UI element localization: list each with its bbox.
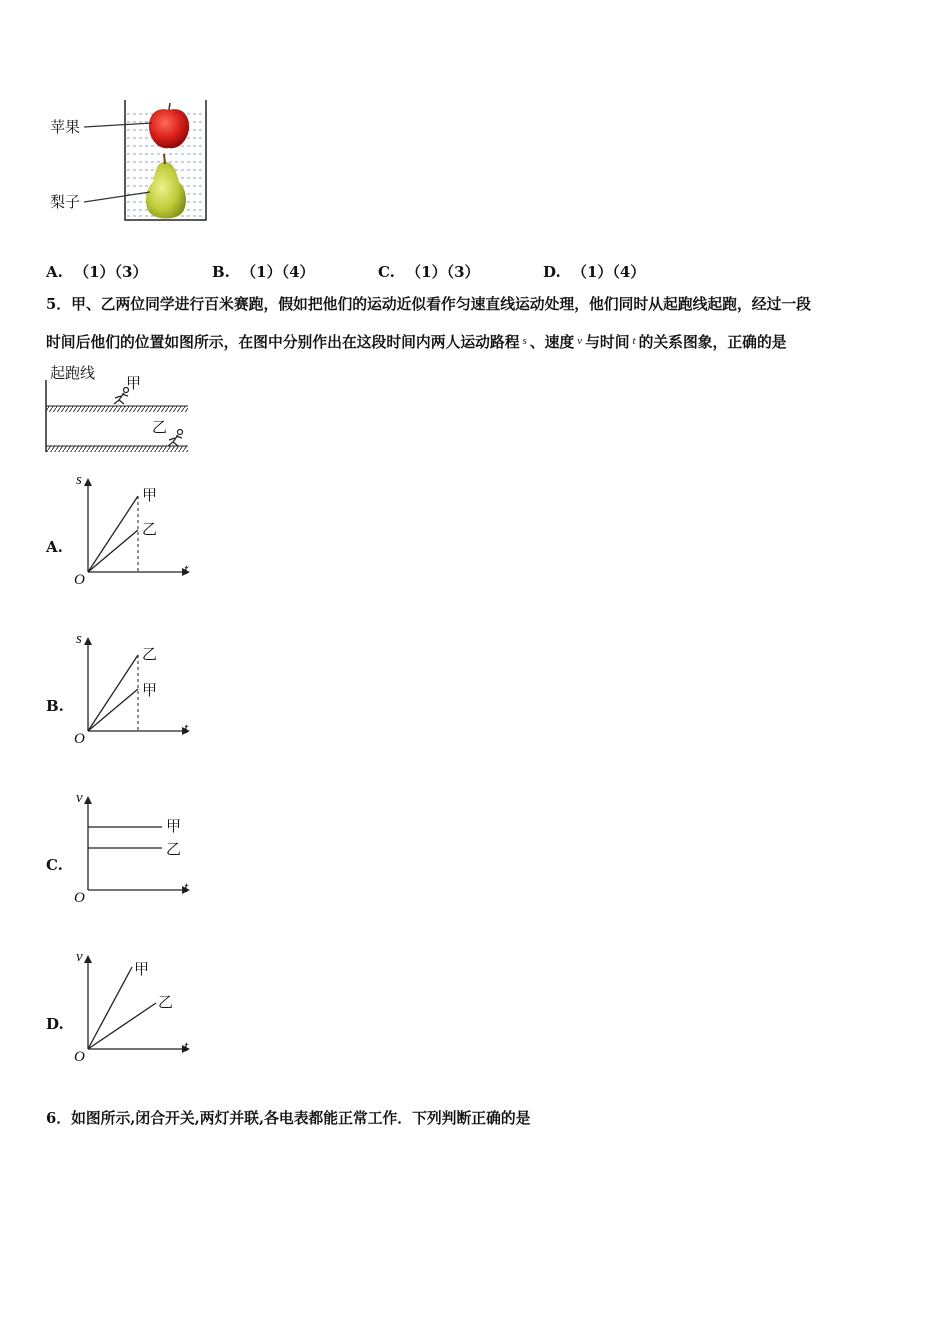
line-jia	[88, 496, 138, 572]
graph-a	[70, 472, 200, 592]
track-figure	[44, 360, 194, 456]
var-s: s	[522, 335, 527, 347]
y-axis-label: s	[76, 472, 82, 488]
line-yi	[88, 530, 138, 572]
apple-leader	[84, 123, 152, 127]
q4-option-a[interactable]	[46, 261, 147, 282]
graph-b-svg	[70, 631, 200, 751]
series-upper-label: 乙	[142, 645, 158, 663]
line-yi	[88, 655, 138, 731]
runner-yi-icon	[168, 430, 183, 447]
graph-a-letter[interactable]: A.	[46, 538, 63, 556]
q5-line2	[46, 330, 787, 354]
origin-label: O	[74, 890, 85, 906]
series-lower-label: 甲	[142, 681, 158, 699]
q5-line2-part4: 的关系图象，正确的是	[638, 334, 787, 351]
y-axis-label: v	[76, 790, 83, 806]
apple-label: 苹果	[50, 118, 81, 136]
pear-leader	[84, 192, 150, 202]
var-t: t	[632, 335, 636, 347]
series-upper-label: 甲	[166, 817, 182, 835]
option-text: （1）（3）	[74, 263, 148, 281]
runner-yi-label: 乙	[152, 418, 168, 436]
series-lower-label: 乙	[166, 840, 182, 858]
y-arrow-icon	[84, 955, 92, 963]
graph-c	[70, 790, 200, 910]
option-text: （1）（3）	[406, 263, 480, 281]
q5-line2-part3: 与时间	[585, 334, 630, 351]
q4-option-d[interactable]	[543, 261, 645, 282]
line-jia	[88, 689, 138, 731]
origin-label: O	[74, 731, 85, 747]
y-axis-label: s	[76, 631, 82, 647]
line-yi	[88, 1003, 156, 1049]
option-text: （1）（4）	[241, 263, 315, 281]
q5-line2-part2: 、速度	[529, 334, 575, 351]
option-letter: A.	[46, 263, 63, 281]
option-letter: C.	[378, 263, 395, 281]
apple-shape	[149, 109, 189, 148]
x-axis-label: t	[184, 562, 189, 578]
q6-text: 6．如图所示,闭合开关,两灯并联,各电表都能正常工作．下列判断正确的是	[46, 1110, 531, 1127]
graph-a-svg	[70, 472, 200, 592]
origin-label: O	[74, 572, 85, 588]
var-v: v	[577, 335, 583, 347]
option-letter: B.	[212, 263, 230, 281]
q4-option-c[interactable]	[378, 261, 480, 282]
series-lower-label: 乙	[142, 520, 158, 538]
lane-divider-top	[46, 406, 188, 412]
graph-b-letter[interactable]: B.	[46, 697, 64, 715]
series-upper-label: 甲	[142, 486, 158, 504]
series-lower-label: 乙	[158, 993, 174, 1011]
x-axis-label: t	[184, 721, 189, 737]
q5-line1: 5．甲、乙两位同学进行百米赛跑，假如把他们的运动近似看作匀速直线运动处理，他们同时从起跑线起跑，经过一段	[46, 296, 811, 313]
y-arrow-icon	[84, 637, 92, 645]
pear-label: 梨子	[50, 193, 81, 211]
graph-c-letter[interactable]: C.	[46, 856, 63, 874]
option-text: （1）（4）	[571, 263, 646, 281]
q5-line2-part1: 时间后他们的位置如图所示，在图中分别作出在这段时间内两人运动路程	[46, 334, 520, 351]
option-letter: D.	[543, 263, 561, 281]
y-axis-label: v	[76, 949, 83, 965]
x-axis-label: t	[184, 880, 189, 896]
y-arrow-icon	[84, 478, 92, 486]
start-line-label: 起跑线	[50, 364, 96, 382]
origin-label: O	[74, 1049, 85, 1065]
series-upper-label: 甲	[134, 960, 150, 978]
graph-d-letter[interactable]: D.	[46, 1015, 64, 1033]
line-jia	[88, 967, 132, 1049]
graph-b	[70, 631, 200, 751]
runner-jia-label: 甲	[126, 374, 142, 392]
lane-divider-bottom	[46, 446, 188, 452]
beaker-figure	[44, 96, 214, 226]
y-arrow-icon	[84, 796, 92, 804]
q4-option-b[interactable]	[212, 261, 315, 282]
graph-d	[70, 949, 200, 1069]
x-axis-label: t	[184, 1039, 189, 1055]
